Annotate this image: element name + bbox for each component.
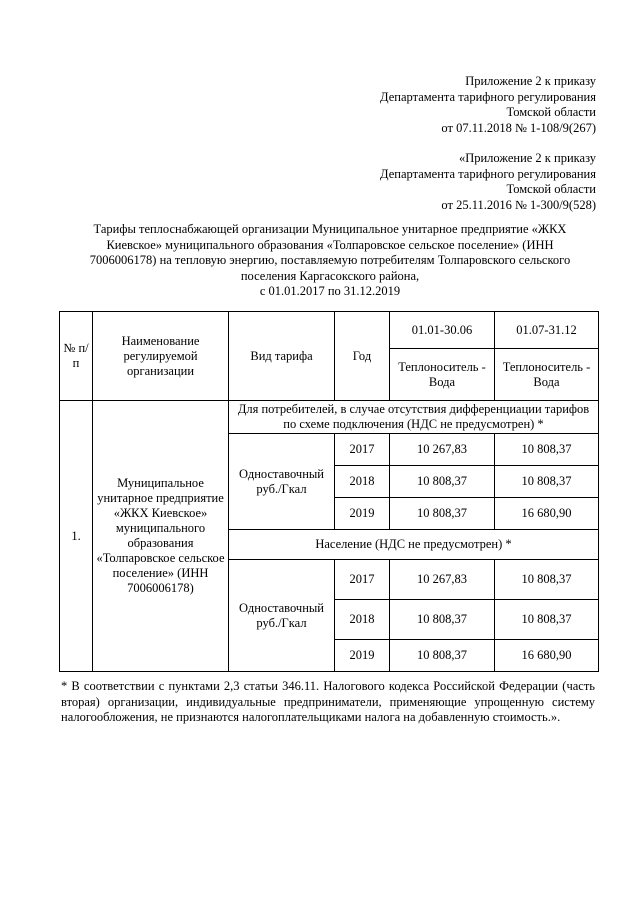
organization-name: Муниципальное унитарное предприятие «ЖКХ Киевское» муниципального образования «Толпаровское сельское поселение» (ИНН 7006006178) bbox=[93, 401, 229, 672]
header-tariff-type: Вид тарифа bbox=[229, 312, 335, 401]
year-cell: 2018 bbox=[335, 466, 390, 498]
header-number: № п/п bbox=[60, 312, 93, 401]
document-title bbox=[70, 222, 590, 300]
tariff-type: Одноставочный руб./Гкал bbox=[229, 434, 335, 530]
title-line: Тарифы теплоснабжающей организации Муниципальное унитарное предприятие «ЖКХ bbox=[93, 222, 567, 236]
title-line: 7006006178) на тепловую энергию, поставляемую потребителям Толпаровского сельского bbox=[89, 253, 571, 267]
year-cell: 2017 bbox=[335, 434, 390, 466]
year-cell: 2017 bbox=[335, 560, 390, 600]
tariff-value: 10 267,83 bbox=[390, 434, 495, 466]
tariff-type: Одноставочный руб./Гкал bbox=[229, 560, 335, 672]
tariff-value: 10 808,37 bbox=[390, 498, 495, 530]
order-reference-header bbox=[380, 74, 596, 136]
tariff-value: 16 680,90 bbox=[495, 498, 599, 530]
tariff-value: 16 680,90 bbox=[495, 640, 599, 672]
original-order-reference-header bbox=[380, 151, 596, 213]
tariff-value: 10 808,37 bbox=[390, 466, 495, 498]
tariff-value: 10 808,37 bbox=[495, 560, 599, 600]
tariff-table bbox=[59, 311, 599, 672]
title-line: с 01.01.2017 по 31.12.2019 bbox=[259, 284, 401, 298]
header-carrier-1: Теплоноситель - Вода bbox=[390, 349, 495, 401]
tariff-value: 10 808,37 bbox=[495, 600, 599, 640]
header-line: от 07.11.2018 № 1-108/9(267) bbox=[441, 120, 596, 135]
section-consumers: Для потребителей, в случае отсутствия дифференциации тарифов по схеме подключения (НДС не предусмотрен) * bbox=[229, 401, 599, 434]
tariff-value: 10 808,37 bbox=[495, 466, 599, 498]
header-line: от 25.11.2016 № 1-300/9(528) bbox=[441, 197, 596, 212]
tariff-value: 10 808,37 bbox=[390, 640, 495, 672]
tariff-value: 10 808,37 bbox=[390, 600, 495, 640]
tariff-value: 10 808,37 bbox=[495, 434, 599, 466]
header-line: Департамента тарифного регулирования bbox=[380, 89, 596, 104]
header-organization: Наименование регулируемой организации bbox=[93, 312, 229, 401]
title-line: Киевское» муниципального образования «Толпаровское сельское поселение» (ИНН bbox=[106, 237, 554, 252]
title-line: поселения Каргасокского района, bbox=[240, 268, 420, 283]
year-cell: 2018 bbox=[335, 600, 390, 640]
header-line: Томской области bbox=[506, 105, 596, 119]
header-line: Приложение 2 к приказу bbox=[465, 74, 596, 88]
header-line: Томской области bbox=[506, 182, 596, 196]
year-cell: 2019 bbox=[335, 640, 390, 672]
header-period-2: 01.07-31.12 bbox=[495, 312, 599, 349]
footnote: * В соответствии с пунктами 2,3 статьи 346.11. Налогового кодекса Российской Федерации (часть вторая) организации, индивидуальные предприниматели, применяющие упрощенную систему налогообложения, не признаются налогоплательщиками налога на добавленную стоимость.». bbox=[61, 679, 595, 724]
header-carrier-2: Теплоноситель - Вода bbox=[495, 349, 599, 401]
header-period-1: 01.01-30.06 bbox=[390, 312, 495, 349]
year-cell: 2019 bbox=[335, 498, 390, 530]
header-line: Департамента тарифного регулирования bbox=[380, 166, 596, 181]
row-number: 1. bbox=[60, 401, 93, 672]
header-year: Год bbox=[335, 312, 390, 401]
tariff-value: 10 267,83 bbox=[390, 560, 495, 600]
header-line: «Приложение 2 к приказу bbox=[458, 151, 596, 165]
section-population: Население (НДС не предусмотрен) * bbox=[229, 530, 599, 560]
